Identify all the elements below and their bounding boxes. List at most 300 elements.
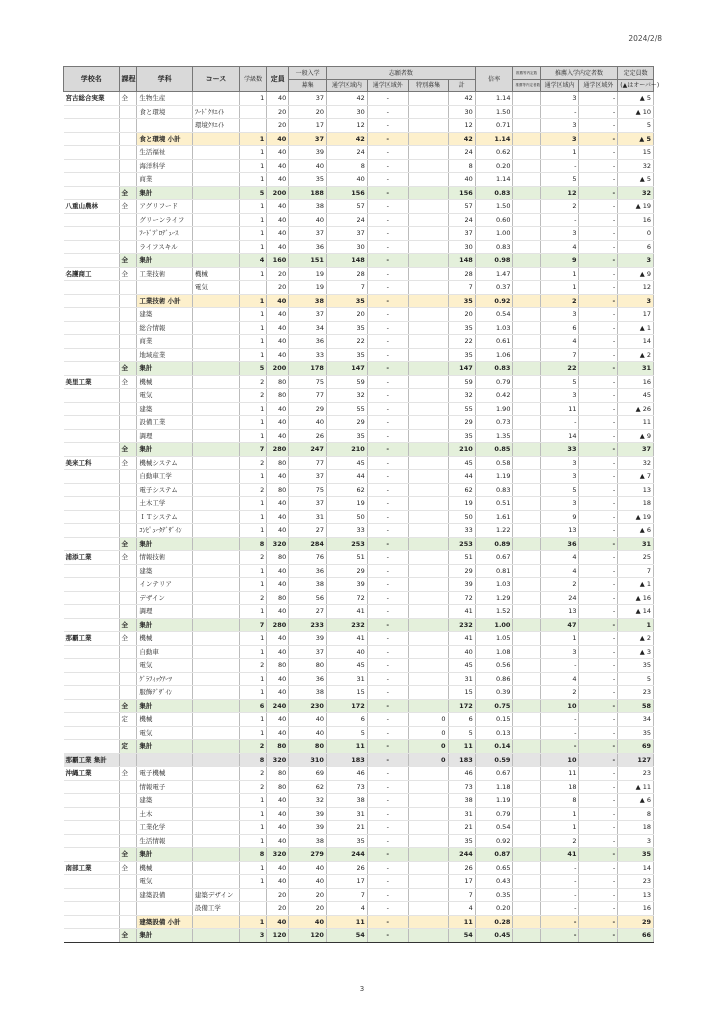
col-prev	[513, 254, 540, 268]
col-total: 7	[448, 281, 475, 295]
col-capacity: 40	[267, 875, 289, 889]
col-special: 0	[408, 740, 448, 754]
col-course-type: 全	[119, 254, 137, 268]
col-in-district: 22	[326, 335, 367, 349]
col-out-district: -	[367, 875, 408, 889]
col-diff: 45	[618, 389, 654, 403]
col-out-district: -	[367, 375, 408, 389]
col-classes	[240, 105, 267, 119]
col-rate: 1.03	[475, 578, 513, 592]
table-row	[64, 321, 654, 335]
col-in-district: 7	[326, 281, 367, 295]
col-course: 電気	[192, 281, 239, 295]
col-general: 37	[289, 132, 327, 146]
col-out-district: -	[367, 564, 408, 578]
col-total: 39	[448, 578, 475, 592]
col-general: 37	[289, 227, 327, 241]
col-rec-in: 7	[540, 348, 579, 362]
col-rec-in: 2	[540, 834, 579, 848]
col-general: 40	[289, 159, 327, 173]
col-school	[64, 672, 120, 686]
col-classes: 1	[240, 146, 267, 160]
col-out-district: -	[367, 348, 408, 362]
table-row	[64, 794, 654, 808]
col-school	[64, 686, 120, 700]
col-course	[192, 132, 239, 146]
table-row	[64, 915, 654, 929]
table-row	[64, 308, 654, 322]
header-rec-out: 通学区域外	[579, 80, 618, 92]
col-rate: 0.92	[475, 834, 513, 848]
col-rec-out: -	[579, 267, 618, 281]
col-rate: 1.18	[475, 780, 513, 794]
col-diff: 66	[618, 929, 654, 943]
col-rec-out: -	[579, 456, 618, 470]
col-out-district: -	[367, 186, 408, 200]
col-rate: 0.15	[475, 713, 513, 727]
col-capacity: 20	[267, 902, 289, 916]
col-school	[64, 659, 120, 673]
col-course	[192, 834, 239, 848]
col-course-type: 全	[119, 375, 137, 389]
col-course-type: 定	[119, 713, 137, 727]
col-course-type	[119, 483, 137, 497]
col-in-district: 42	[326, 132, 367, 146]
col-course-type: 全	[119, 267, 137, 281]
col-total: 45	[448, 659, 475, 673]
col-total: 55	[448, 402, 475, 416]
col-diff: 3	[618, 294, 654, 308]
col-special	[408, 321, 448, 335]
col-school	[64, 321, 120, 335]
col-rec-out: -	[579, 645, 618, 659]
col-school: 南部工業	[64, 861, 120, 875]
col-course-type	[119, 132, 137, 146]
table-row	[64, 362, 654, 376]
col-rec-out: -	[579, 578, 618, 592]
col-general: 40	[289, 875, 327, 889]
col-rate: 0.20	[475, 159, 513, 173]
col-capacity: 40	[267, 578, 289, 592]
col-rate: 1.61	[475, 510, 513, 524]
col-total: 51	[448, 551, 475, 565]
col-out-district: -	[367, 591, 408, 605]
col-rate: 0.79	[475, 375, 513, 389]
col-rec-in: 9	[540, 254, 579, 268]
col-course-type: 全	[119, 456, 137, 470]
col-in-district: 172	[326, 699, 367, 713]
col-classes: 1	[240, 672, 267, 686]
col-diff: 0	[618, 227, 654, 241]
col-course	[192, 753, 239, 767]
col-total: 29	[448, 564, 475, 578]
col-rec-in: -	[540, 213, 579, 227]
col-course-type: 全	[119, 200, 137, 214]
col-department: 建築	[137, 402, 193, 416]
col-in-district: 11	[326, 740, 367, 754]
table-row	[64, 672, 654, 686]
col-school	[64, 227, 120, 241]
col-course	[192, 578, 239, 592]
col-in-district: 57	[326, 200, 367, 214]
col-capacity: 40	[267, 510, 289, 524]
col-classes: 1	[240, 497, 267, 511]
col-capacity: 80	[267, 767, 289, 781]
col-rec-in: -	[540, 902, 579, 916]
col-out-district: -	[367, 416, 408, 430]
col-in-district: 31	[326, 807, 367, 821]
col-diff: 23	[618, 767, 654, 781]
col-diff: ▲ 19	[618, 200, 654, 214]
col-classes: 7	[240, 618, 267, 632]
col-general: 35	[289, 173, 327, 187]
col-prev	[513, 213, 540, 227]
col-course	[192, 686, 239, 700]
col-classes: 2	[240, 740, 267, 754]
col-out-district: -	[367, 200, 408, 214]
col-out-district: -	[367, 240, 408, 254]
col-classes: 1	[240, 524, 267, 538]
col-rec-in: 1	[540, 821, 579, 835]
table-row	[64, 281, 654, 295]
col-out-district: -	[367, 429, 408, 443]
col-special	[408, 524, 448, 538]
col-course	[192, 348, 239, 362]
col-course	[192, 915, 239, 929]
col-course-type	[119, 524, 137, 538]
col-capacity: 40	[267, 686, 289, 700]
col-special	[408, 389, 448, 403]
col-special	[408, 645, 448, 659]
col-rate: 1.19	[475, 470, 513, 484]
col-course-type	[119, 888, 137, 902]
col-special	[408, 159, 448, 173]
col-rec-in: 13	[540, 605, 579, 619]
col-in-district: 72	[326, 591, 367, 605]
col-special	[408, 173, 448, 187]
col-rec-out: -	[579, 861, 618, 875]
col-department: 建築	[137, 794, 193, 808]
col-course: 建築デザイン	[192, 888, 239, 902]
col-diff: 23	[618, 686, 654, 700]
col-course-type	[119, 389, 137, 403]
col-special	[408, 267, 448, 281]
col-out-district: -	[367, 929, 408, 943]
col-classes: 1	[240, 159, 267, 173]
col-rate: 0.13	[475, 726, 513, 740]
col-in-district: 148	[326, 254, 367, 268]
col-rec-in: 2	[540, 578, 579, 592]
col-capacity: 240	[267, 699, 289, 713]
table-row	[64, 807, 654, 821]
col-special	[408, 227, 448, 241]
col-special	[408, 375, 448, 389]
col-department: 集計	[137, 254, 193, 268]
col-prev	[513, 551, 540, 565]
col-department: 建築	[137, 564, 193, 578]
col-capacity: 80	[267, 780, 289, 794]
col-prev	[513, 105, 540, 119]
col-rate: 1.50	[475, 105, 513, 119]
col-special	[408, 807, 448, 821]
col-prev	[513, 753, 540, 767]
col-school	[64, 578, 120, 592]
col-rec-out: -	[579, 173, 618, 187]
col-course	[192, 821, 239, 835]
col-department: 電子システム	[137, 483, 193, 497]
col-classes: 1	[240, 915, 267, 929]
col-rec-in: 36	[540, 537, 579, 551]
col-prev	[513, 186, 540, 200]
col-general: 178	[289, 362, 327, 376]
col-rate: 0.43	[475, 875, 513, 889]
col-rec-out: -	[579, 605, 618, 619]
col-total: 33	[448, 524, 475, 538]
col-course	[192, 929, 239, 943]
col-course	[192, 632, 239, 646]
col-school: 名護商工	[64, 267, 120, 281]
table-row	[64, 861, 654, 875]
col-capacity: 40	[267, 807, 289, 821]
col-course-type	[119, 794, 137, 808]
col-department: ライフスキル	[137, 240, 193, 254]
col-total: 54	[448, 929, 475, 943]
col-capacity: 80	[267, 740, 289, 754]
header-general: 一般入学	[289, 67, 327, 80]
col-rec-out: -	[579, 429, 618, 443]
col-capacity: 200	[267, 186, 289, 200]
col-rec-out: -	[579, 483, 618, 497]
col-school	[64, 348, 120, 362]
col-capacity: 80	[267, 551, 289, 565]
col-diff: 23	[618, 875, 654, 889]
col-rate: 0.39	[475, 686, 513, 700]
col-classes: 1	[240, 213, 267, 227]
col-special	[408, 213, 448, 227]
col-out-district: -	[367, 389, 408, 403]
col-course	[192, 780, 239, 794]
col-school	[64, 389, 120, 403]
header-classes: 学級数	[240, 67, 267, 92]
col-rec-out: -	[579, 821, 618, 835]
col-department: ＩＴシステム	[137, 510, 193, 524]
col-total: 35	[448, 294, 475, 308]
col-rec-in: 3	[540, 497, 579, 511]
col-out-district: -	[367, 321, 408, 335]
col-rec-out: -	[579, 591, 618, 605]
col-capacity: 40	[267, 645, 289, 659]
col-rec-out: -	[579, 159, 618, 173]
col-prev	[513, 281, 540, 295]
col-rate: 0.28	[475, 915, 513, 929]
col-department: 機械	[137, 632, 193, 646]
table-row	[64, 402, 654, 416]
col-school	[64, 780, 120, 794]
col-classes: 1	[240, 794, 267, 808]
table-row	[64, 848, 654, 862]
col-total: 147	[448, 362, 475, 376]
col-course-type	[119, 470, 137, 484]
col-special	[408, 794, 448, 808]
col-rec-in: 24	[540, 591, 579, 605]
col-in-district: 20	[326, 308, 367, 322]
col-rec-in: 1	[540, 281, 579, 295]
col-total: 232	[448, 618, 475, 632]
col-capacity: 20	[267, 119, 289, 133]
col-department: ｺﾝﾋﾟｭｰﾀﾃﾞｻﾞｲﾝ	[137, 524, 193, 538]
col-department: グリーンライフ	[137, 213, 193, 227]
col-rate: 0.35	[475, 888, 513, 902]
col-prev	[513, 888, 540, 902]
col-rec-in: 1	[540, 267, 579, 281]
col-out-district: -	[367, 726, 408, 740]
col-in-district: 8	[326, 159, 367, 173]
col-rate: 0.89	[475, 537, 513, 551]
col-in-district: 38	[326, 794, 367, 808]
col-out-district: -	[367, 686, 408, 700]
col-total: 50	[448, 510, 475, 524]
col-course	[192, 726, 239, 740]
col-course	[192, 470, 239, 484]
col-rec-out: -	[579, 389, 618, 403]
col-course	[192, 416, 239, 430]
col-department: 商業	[137, 335, 193, 349]
col-in-district: 35	[326, 294, 367, 308]
table-body	[64, 92, 654, 943]
col-rate: 1.19	[475, 794, 513, 808]
col-total: 41	[448, 632, 475, 646]
col-rec-in: 4	[540, 672, 579, 686]
col-rec-in: 33	[540, 443, 579, 457]
col-rate: 0.58	[475, 456, 513, 470]
col-total: 24	[448, 146, 475, 160]
table-row	[64, 119, 654, 133]
col-special	[408, 632, 448, 646]
col-out-district: -	[367, 605, 408, 619]
col-rate: 0.56	[475, 659, 513, 673]
col-course-type: 全	[119, 443, 137, 457]
col-department: 機械	[137, 713, 193, 727]
header-rate: 倍率	[475, 67, 513, 92]
col-school	[64, 888, 120, 902]
col-department: 生活情報	[137, 834, 193, 848]
col-general: 77	[289, 456, 327, 470]
col-school	[64, 510, 120, 524]
col-out-district: -	[367, 119, 408, 133]
col-course-type: 定	[119, 740, 137, 754]
col-capacity: 120	[267, 929, 289, 943]
col-diff: ▲ 14	[618, 605, 654, 619]
col-school	[64, 281, 120, 295]
col-capacity: 320	[267, 753, 289, 767]
col-in-district: 147	[326, 362, 367, 376]
col-capacity: 80	[267, 659, 289, 673]
col-course-type	[119, 564, 137, 578]
col-course-type: 全	[119, 551, 137, 565]
col-general: 37	[289, 92, 327, 106]
col-rec-out: -	[579, 753, 618, 767]
col-school: 宮古総合実業	[64, 92, 120, 106]
col-special	[408, 470, 448, 484]
col-department: 集計	[137, 699, 193, 713]
col-course-type	[119, 726, 137, 740]
col-classes: 1	[240, 834, 267, 848]
col-school	[64, 254, 120, 268]
col-course-type	[119, 915, 137, 929]
col-general: 39	[289, 146, 327, 160]
col-diff: 8	[618, 807, 654, 821]
col-rate: 1.35	[475, 429, 513, 443]
col-school	[64, 294, 120, 308]
col-rec-in: 5	[540, 483, 579, 497]
col-prev	[513, 537, 540, 551]
col-special	[408, 92, 448, 106]
col-course: 設備工学	[192, 902, 239, 916]
col-total: 28	[448, 267, 475, 281]
col-rec-in: 12	[540, 186, 579, 200]
col-classes: 1	[240, 726, 267, 740]
col-course-type	[119, 510, 137, 524]
col-capacity: 40	[267, 321, 289, 335]
col-department: 集計	[137, 740, 193, 754]
col-school	[64, 537, 120, 551]
col-classes: 5	[240, 362, 267, 376]
col-rec-out: -	[579, 240, 618, 254]
col-general: 19	[289, 267, 327, 281]
col-school	[64, 821, 120, 835]
col-classes: 2	[240, 659, 267, 673]
col-course-type: 全	[119, 186, 137, 200]
col-classes: 1	[240, 92, 267, 106]
col-course	[192, 240, 239, 254]
col-prev	[513, 348, 540, 362]
col-course	[192, 402, 239, 416]
col-rate: 0.65	[475, 861, 513, 875]
col-special	[408, 281, 448, 295]
col-rate: 0.71	[475, 119, 513, 133]
col-rate: 1.14	[475, 132, 513, 146]
col-total: 20	[448, 308, 475, 322]
col-course-type: 全	[119, 92, 137, 106]
col-rec-in: 2	[540, 200, 579, 214]
col-capacity: 20	[267, 281, 289, 295]
col-diff: ▲ 26	[618, 402, 654, 416]
col-rec-in: -	[540, 659, 579, 673]
col-school	[64, 848, 120, 862]
col-out-district: -	[367, 443, 408, 457]
col-department: 情報電子	[137, 780, 193, 794]
col-classes: 1	[240, 713, 267, 727]
col-out-district: -	[367, 294, 408, 308]
col-course-type	[119, 348, 137, 362]
col-out-district: -	[367, 537, 408, 551]
col-department: 土木工学	[137, 497, 193, 511]
report-date: 2024/2/8	[628, 34, 662, 43]
col-out-district: -	[367, 456, 408, 470]
col-prev	[513, 389, 540, 403]
col-classes: 1	[240, 416, 267, 430]
col-special	[408, 605, 448, 619]
col-general: 75	[289, 483, 327, 497]
table-header	[64, 67, 660, 92]
col-total: 22	[448, 335, 475, 349]
table-row	[64, 227, 654, 241]
col-classes: 4	[240, 254, 267, 268]
col-rec-out: -	[579, 348, 618, 362]
col-out-district: -	[367, 524, 408, 538]
col-special	[408, 200, 448, 214]
col-total: 7	[448, 888, 475, 902]
